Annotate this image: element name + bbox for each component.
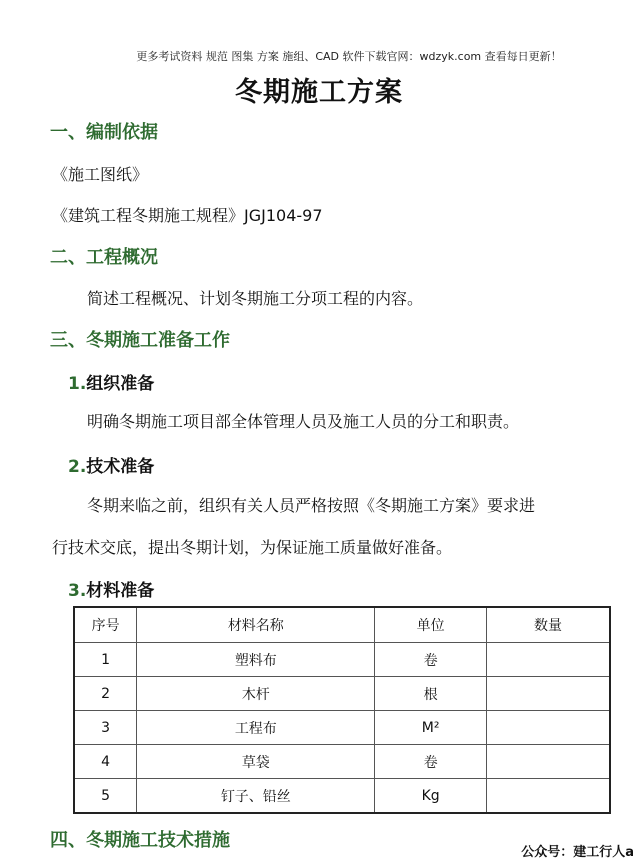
cell-index: 2 — [74, 677, 137, 711]
section-heading-overview: 二、工程概况 — [50, 247, 158, 268]
table-row — [74, 745, 610, 779]
technical-text-line2: 行技术交底，提出冬期计划，为保证施工质量做好准备。 — [52, 538, 453, 557]
overview-text: 简述工程概况、计划冬期施工分项工程的内容。 — [87, 289, 424, 308]
section-heading-preparation: 三、冬期施工准备工作 — [50, 330, 230, 351]
subheading-number: 3. — [68, 581, 87, 601]
subheading-label: 材料准备 — [86, 581, 155, 601]
subheading-number: 2. — [68, 457, 87, 477]
cell-index: 5 — [74, 779, 137, 814]
organization-text: 明确冬期施工项目部全体管理人员及施工人员的分工和职责。 — [87, 412, 520, 431]
subheading-label: 技术准备 — [86, 457, 155, 477]
basis-item-code: 《建筑工程冬期施工规程》JGJ104-97 — [52, 206, 323, 225]
cell-quantity — [486, 711, 610, 745]
subheading-technical — [68, 452, 154, 477]
cell-index: 1 — [74, 643, 137, 677]
cell-index: 4 — [74, 745, 137, 779]
subheading-organization — [68, 369, 154, 394]
cell-material-name: 塑料布 — [137, 643, 375, 677]
cell-unit: M² — [375, 711, 487, 745]
subheading-materials — [68, 576, 154, 601]
cell-unit: Kg — [375, 779, 487, 814]
cell-quantity — [486, 643, 610, 677]
header-unit: 单位 — [375, 607, 487, 643]
cell-material-name: 钉子、铅丝 — [137, 779, 375, 814]
table-row — [74, 643, 610, 677]
cell-unit: 卷 — [375, 643, 487, 677]
table-row — [74, 711, 610, 745]
basis-item-drawings: 《施工图纸》 — [52, 165, 149, 184]
cell-material-name: 工程布 — [137, 711, 375, 745]
header-index: 序号 — [74, 607, 137, 643]
site-banner: 更多考试资料 规范 图集 方案 施组、CAD 软件下载官网：wdzyk.com 查看每日更新！ — [136, 50, 562, 63]
subheading-label: 组织准备 — [86, 374, 155, 394]
footer-account: 公众号：建工行人a — [521, 845, 634, 860]
table-header-row — [74, 607, 610, 643]
cell-quantity — [486, 677, 610, 711]
materials-table — [73, 606, 611, 814]
document-title: 冬期施工方案 — [235, 77, 403, 108]
cell-unit: 根 — [375, 677, 487, 711]
cell-material-name: 木杆 — [137, 677, 375, 711]
cell-material-name: 草袋 — [137, 745, 375, 779]
cell-unit: 卷 — [375, 745, 487, 779]
cell-quantity — [486, 745, 610, 779]
table-row — [74, 779, 610, 814]
technical-text-line1: 冬期来临之前，组织有关人员严格按照《冬期施工方案》要求进 — [87, 496, 536, 515]
table-row — [74, 677, 610, 711]
section-heading-measures: 四、冬期施工技术措施 — [50, 830, 230, 851]
subheading-number: 1. — [68, 374, 87, 394]
cell-quantity — [486, 779, 610, 814]
header-quantity: 数量 — [486, 607, 610, 643]
section-heading-basis: 一、编制依据 — [50, 122, 158, 143]
cell-index: 3 — [74, 711, 137, 745]
header-material-name: 材料名称 — [137, 607, 375, 643]
